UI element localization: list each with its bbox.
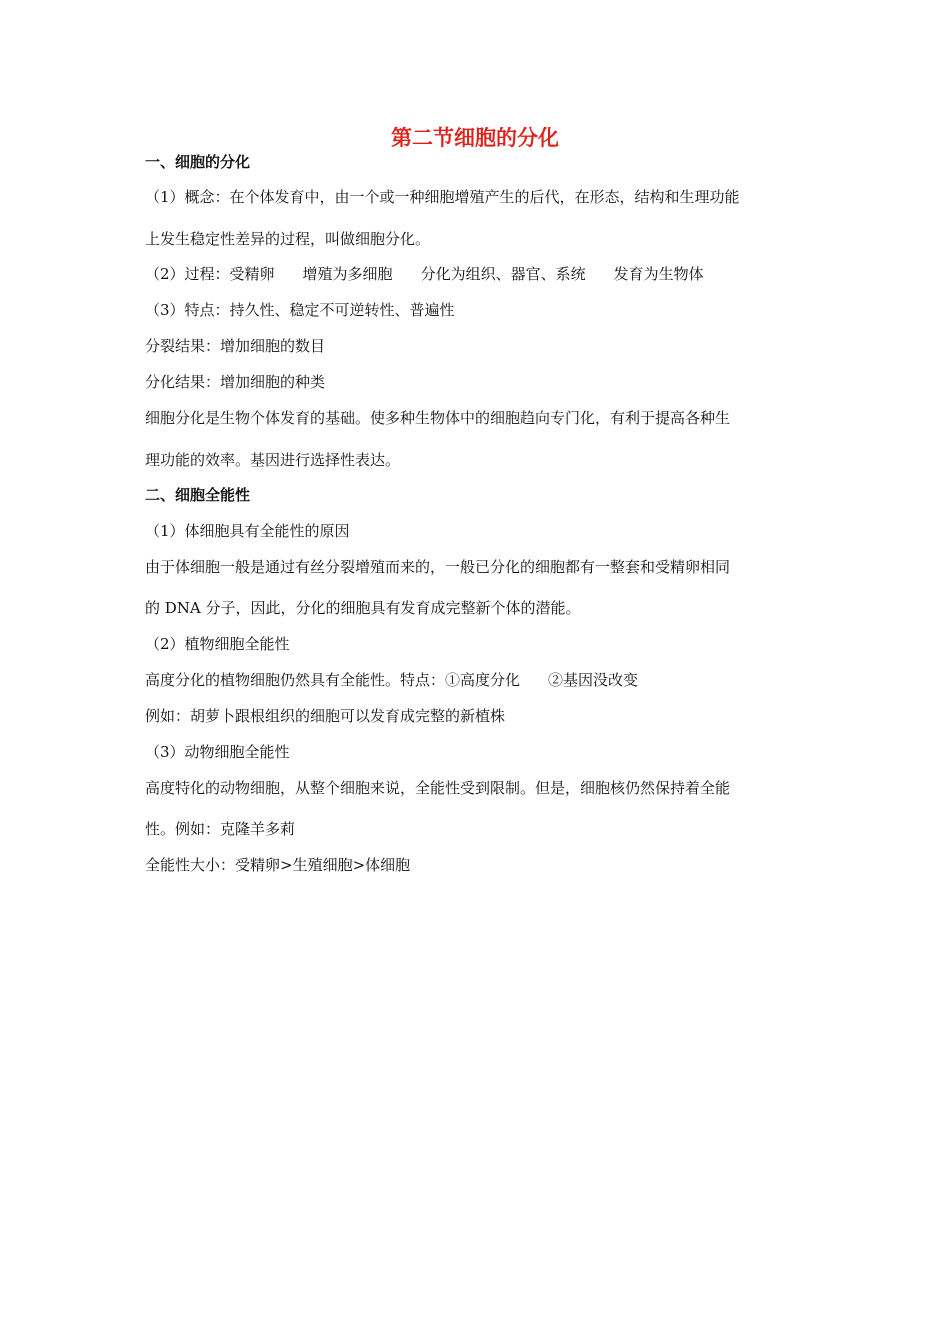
concept-line-2: 上发生稳定性差异的过程，叫做细胞分化。 <box>145 230 431 248</box>
features-line: （3）特点：持久性、稳定不可逆转性、普遍性 <box>145 301 455 319</box>
animal-title: （3）动物细胞全能性 <box>145 743 290 761</box>
plant-line <box>145 669 638 691</box>
reason-line-1: 由于体细胞一般是通过有丝分裂增殖而来的，一般已分化的细胞都有一整套和受精卵相同 <box>145 558 731 576</box>
significance-line-1: 细胞分化是生物个体发育的基础。使多种生物体中的细胞趋向专门化，有利于提高各种生 <box>145 409 731 427</box>
significance-line-2: 理功能的效率。基因进行选择性表达。 <box>145 451 401 469</box>
process-step-2: 分化为组织、器官、系统 <box>420 265 586 283</box>
process-step-1: 增殖为多细胞 <box>302 265 393 283</box>
reason-title: （1）体细胞具有全能性的原因 <box>145 522 350 540</box>
process-line <box>145 263 704 285</box>
plant-line-feature-2: ②基因没改变 <box>548 671 639 689</box>
concept-line-1: （1）概念：在个体发育中，由一个或一种细胞增殖产生的后代，在形态，结构和生理功能 <box>145 188 740 206</box>
process-step-3: 发育为生物体 <box>613 265 704 283</box>
division-result: 分裂结果：增加细胞的数目 <box>145 337 326 355</box>
differentiation-result: 分化结果：增加细胞的种类 <box>145 373 326 391</box>
reason-line-2: 的 DNA 分子，因此，分化的细胞具有发育成完整新个体的潜能。 <box>145 599 581 617</box>
plant-line-main: 高度分化的植物细胞仍然具有全能性。特点：①高度分化 <box>145 671 521 689</box>
animal-line-2: 性。例如：克隆羊多莉 <box>145 820 296 838</box>
plant-example: 例如：胡萝卜跟根组织的细胞可以发育成完整的新植株 <box>145 707 506 725</box>
section-heading-totipotency: 二、细胞全能性 <box>145 486 251 504</box>
ranking-line: 全能性大小：受精卵>生殖细胞>体细胞 <box>145 856 411 874</box>
page-title: 第二节细胞的分化 <box>391 126 559 150</box>
plant-title: （2）植物细胞全能性 <box>145 635 290 653</box>
section-heading-differentiation: 一、细胞的分化 <box>145 153 251 171</box>
process-label: （2）过程：受精卵 <box>145 265 275 283</box>
animal-line-1: 高度特化的动物细胞，从整个细胞来说，全能性受到限制。但是，细胞核仍然保持着全能 <box>145 779 731 797</box>
